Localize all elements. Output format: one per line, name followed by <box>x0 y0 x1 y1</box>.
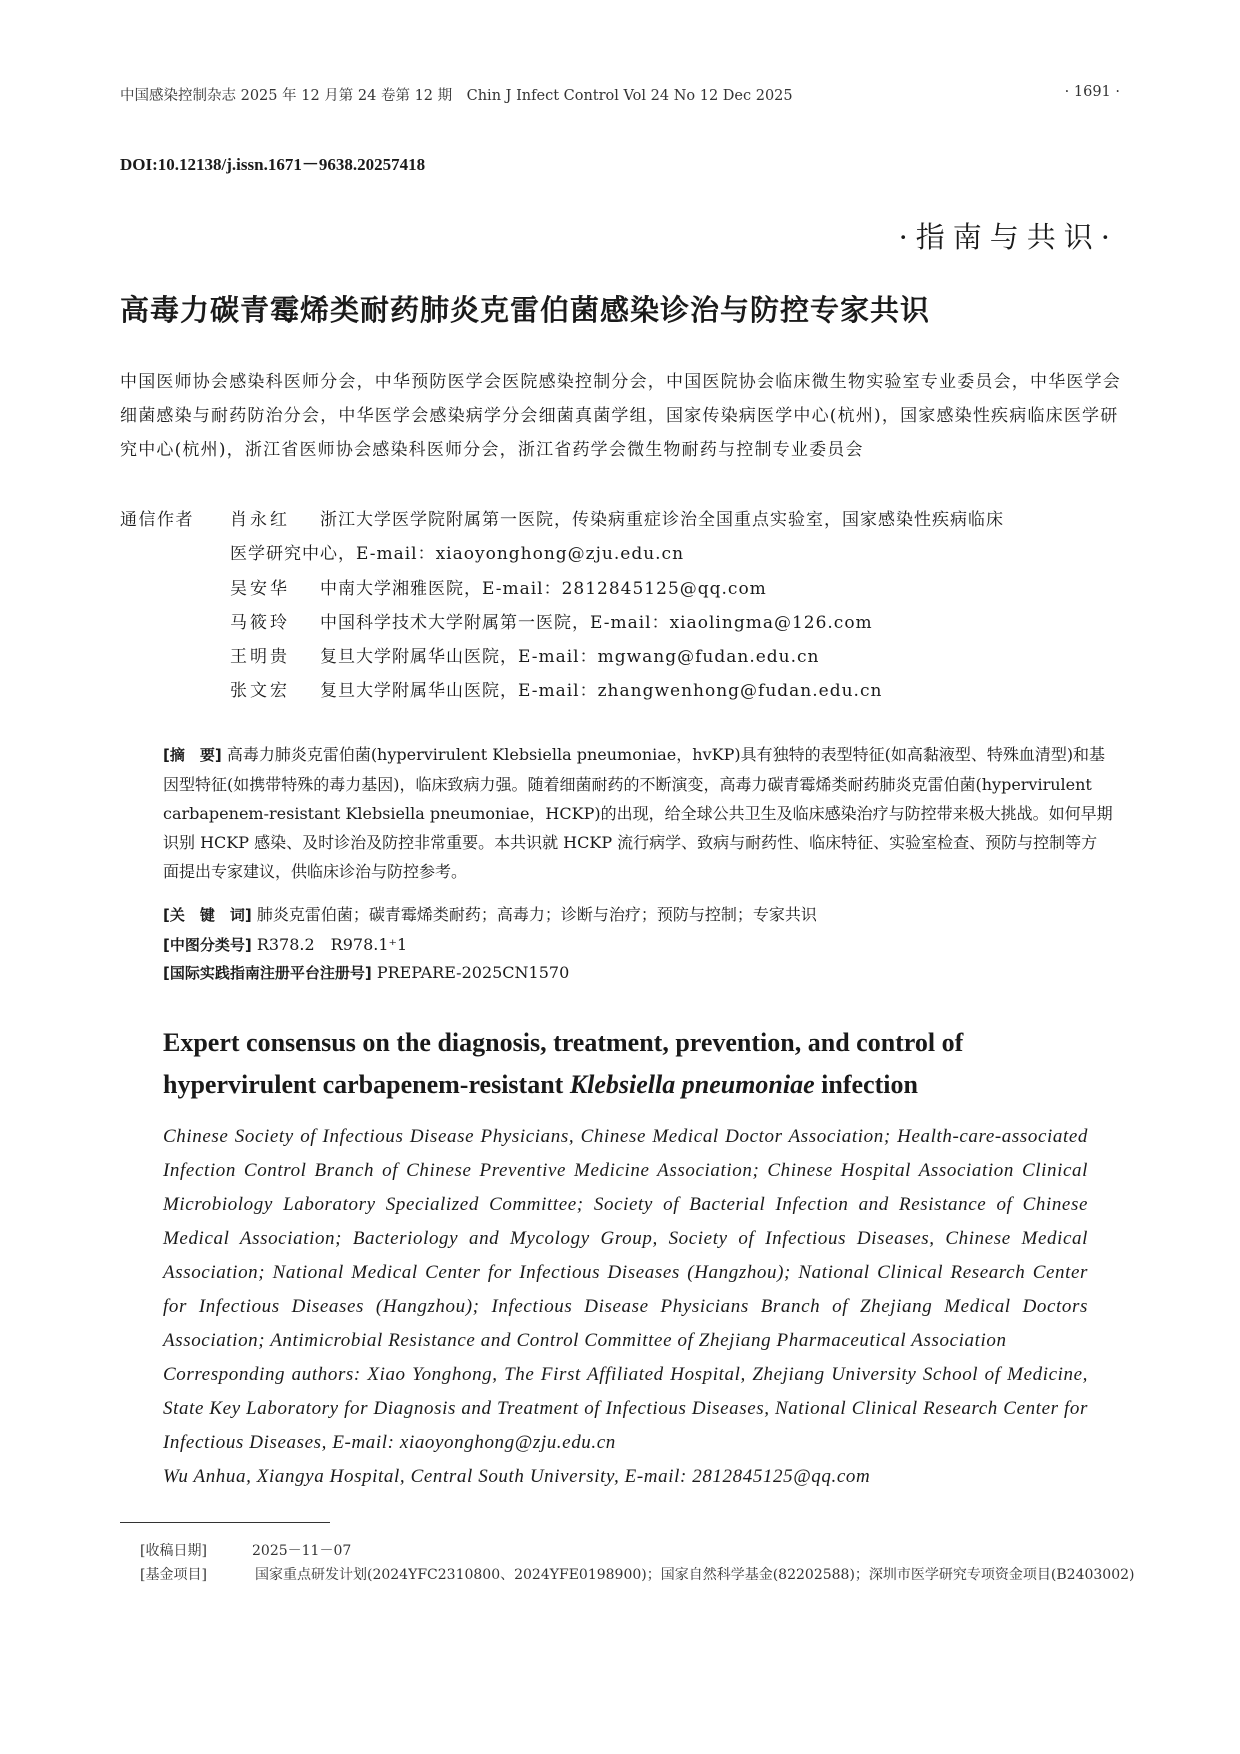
fund-text: 国家重点研发计划(2024YFC2310800、2024YFE0198900)；国家自然科学基金(82202588)；深圳市医学研究专项资金项目(B2403002) <box>255 1567 1135 1583</box>
author-affiliation: 复旦大学附属华山医院，E-mail：zhangwenhong@fudan.edu.cn <box>320 681 883 701</box>
column-label: ·指南与共识· <box>898 220 1118 254</box>
author-name: 马筱玲 <box>230 613 290 633</box>
author-affiliation: 中国科学技术大学附属第一医院，E-mail：xiaolingma@126.com <box>320 613 873 633</box>
author-affiliation-cont: 医学研究中心，E-mail：xiaoyonghong@zju.edu.cn <box>230 544 685 564</box>
corresponding-item <box>230 608 1130 633</box>
corresponding-item <box>230 642 1130 667</box>
author-affiliation: 浙江大学医学院附属第一医院，传染病重症诊治全国重点实验室，国家感染性疾病临床 <box>320 510 1004 530</box>
fund-label-wrap <box>140 1564 252 1584</box>
classification-text: R378.2 R978.1⁺1 <box>256 935 408 954</box>
title-english-suffix: infection <box>814 1070 918 1099</box>
abstract-label: [摘 要] <box>163 746 222 764</box>
registry <box>163 962 569 983</box>
keywords-text: 肺炎克雷伯菌；碳青霉烯类耐药；高毒力；诊断与治疗；预防与控制；专家共识 <box>256 905 817 924</box>
corresponding-item-cont <box>230 539 1130 564</box>
title-chinese: 高毒力碳青霉烯类耐药肺炎克雷伯菌感染诊治与防控专家共识 <box>120 293 931 327</box>
authors-chinese: 中国医师协会感染科医师分会，中华预防医学会医院感染控制分会，中国医院协会临床微生物实验室专业委员会，中华医学会细菌感染与耐药防治分会，中华医学会感染病学分会细菌真菌学组，国家传染病医学中心(杭州)，国家感染性疾病临床医学研究中心(杭州)，浙江省医师协会感染科医师分会，浙江省药学会微生物耐药与控制专业委员会 <box>120 372 1121 460</box>
journal-info: 中国感染控制杂志 2025 年 12 月第 24 卷第 12 期 Chin J Infect Control Vol 24 No 12 Dec 2025 <box>120 88 793 104</box>
page-number: · 1691 · <box>1064 84 1120 100</box>
title-english <box>163 1022 1113 1106</box>
corresponding-english-2: Wu Anhua, Xiangya Hospital, Central South University, E-mail: 2812845125@qq.com <box>163 1466 871 1487</box>
keywords-label: [关 键 词] <box>163 906 252 924</box>
title-english-prefix: hypervirulent carbapenem-resistant <box>163 1070 570 1099</box>
received-value: 2025－11－07 <box>252 1543 352 1559</box>
received-label: [收稿日期] <box>140 1543 207 1559</box>
corresponding-item <box>230 676 1130 701</box>
title-english-species: Klebsiella pneumoniae <box>569 1070 815 1099</box>
classification-label: [中图分类号] <box>163 936 252 954</box>
running-header <box>120 84 1120 105</box>
abstract <box>163 740 1113 886</box>
title-english-line1: Expert consensus on the diagnosis, treatment, prevention, and control of <box>163 1028 964 1057</box>
footnote-divider <box>120 1522 330 1523</box>
affiliations-english-text: Chinese Society of Infectious Disease Physicians, Chinese Medical Doctor Association; Health-care-associated Infection Control Branch of Chinese Preventive Medicine Association; Chinese Hospital Association Clinical Microbiology Laboratory Specialized Committee; Society of Bacterial Infection and Resistance of Chinese Medical Association; Bacteriology and Mycology Group, Society of Infectious Diseases, Chinese Medical Association; National Medical Center for Infectious Diseases (Hangzhou); National Clinical Research Center for Infectious Diseases (Hangzhou); Infectious Disease Physicians Branch of Zhejiang Medical Doctors Association; Antimicrobial Resistance and Control Committee of Zhejiang Pharmaceutical Association <box>163 1126 1088 1351</box>
registry-label: [国际实践指南注册平台注册号] <box>163 964 372 982</box>
author-name: 吴安华 <box>230 579 290 599</box>
keywords <box>163 902 817 925</box>
received-date <box>140 1540 351 1560</box>
classification <box>163 932 407 955</box>
corresponding-label: 通信作者 <box>120 510 194 530</box>
registry-text: PREPARE-2025CN1570 <box>376 963 570 982</box>
author-name: 张文宏 <box>230 681 290 701</box>
fund-label: [基金项目] <box>140 1567 207 1583</box>
corresponding-item <box>230 574 1130 599</box>
title-english-line2 <box>163 1064 1113 1106</box>
abstract-text: 高毒力肺炎克雷伯菌(hypervirulent Klebsiella pneumoniae，hvKP)具有独特的表型特征(如高黏液型、特殊血清型)和基因型特征(如携带特殊的毒力基因)，临床致病力强。随着细菌耐药的不断演变，高毒力碳青霉烯类耐药肺炎克雷伯菌(hypervirulent carbapenem-resistant Klebsiella pneumoniae，HCKP)的出现，给全球公共卫生及临床感染治疗与防控带来极大挑战。如何早期识别 HCKP 感染、及时诊治及防控非常重要。本共识就 HCKP 流行病学、致病与耐药性、临床特征、实验室检查、预防与控制等方面提出专家建议，供临床诊治与防控参考。 <box>163 745 1113 881</box>
affiliations-english <box>163 1120 1088 1494</box>
doi: DOI:10.12138/j.issn.1671－9638.20257418 <box>120 155 426 174</box>
corresponding-english-1: Corresponding authors: Xiao Yonghong, The First Affiliated Hospital, Zhejiang University School of Medicine, State Key Laboratory for Diagnosis and Treatment of Infectious Diseases, National Clinical Research Center for Infectious Diseases, E-mail: xiaoyonghong@zju.edu.cn <box>163 1364 1088 1453</box>
author-name: 肖永红 <box>230 510 290 530</box>
author-affiliation: 复旦大学附属华山医院，E-mail：mgwang@fudan.edu.cn <box>320 647 820 667</box>
author-name: 王明贵 <box>230 647 290 667</box>
corresponding-item <box>230 505 1130 530</box>
author-affiliation: 中南大学湘雅医院，E-mail：2812845125@qq.com <box>320 579 767 599</box>
